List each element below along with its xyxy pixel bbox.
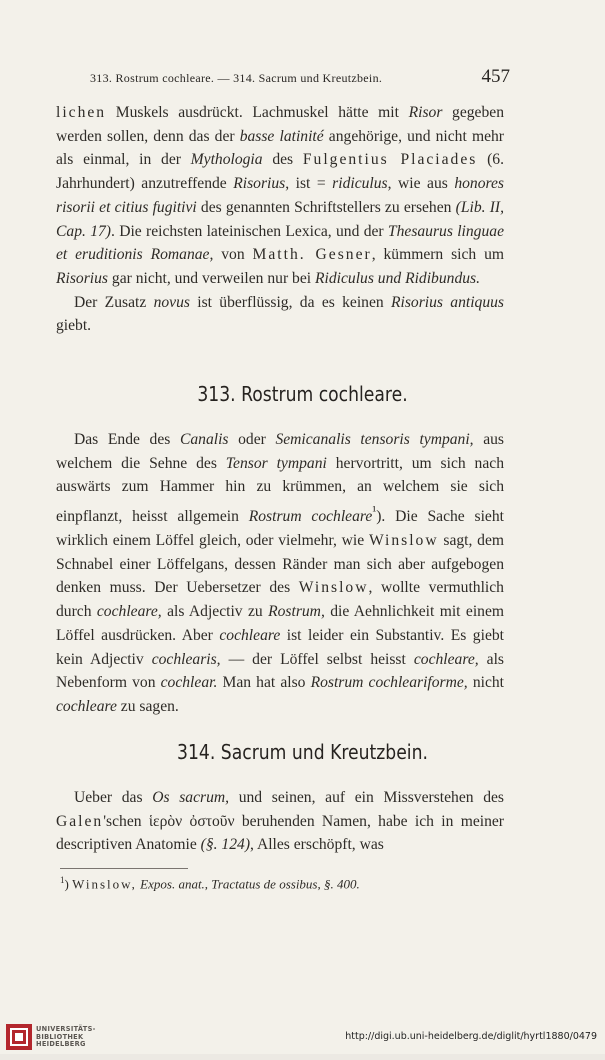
library-name: UNIVERSITÄTS- BIBLIOTHEK HEIDELBERG xyxy=(36,1025,96,1049)
section-313-text xyxy=(56,428,504,719)
footnote-ref: ¹ xyxy=(372,503,377,519)
section-313-heading: 313. Rostrum cochleare. xyxy=(197,382,408,406)
paragraph: lichen Muskels ausdrückt. Lachmuskel hätte mit Risor gegeben werden sollen, denn das der basse latinité angehörige, und nicht mehr als einmal, in der Mythologia des Fulgentius Placiades (6. Jahrhundert) anzutreffende Risorius, ist = ridiculus, wie aus honores risorii et citius fugitivi des genannten Schriftstellers zu ersehen (Lib. II, Cap. 17). Die reichsten lateinischen Lexica, und der Thesaurus linguae et eruditionis Romanae, von Matth. Gesner, kümmern sich um Risorius gar nicht, und verweilen nur bei Ridiculus und Ridibundus. xyxy=(56,104,505,287)
page-number: 457 xyxy=(481,66,510,87)
footer-bar xyxy=(0,1054,605,1060)
running-head xyxy=(60,66,510,90)
paragraph: Ueber das Os sacrum, und seinen, auf ein Missverstehen des Galen'schen ἱερὸν ὀστοῦν beruhenden Namen, habe ich in meiner descriptiven Anatomie (§. 124), Alles erschöpft, was xyxy=(56,789,504,854)
section-314-heading: 314. Sacrum und Kreutzbein. xyxy=(177,740,428,764)
intro-text xyxy=(56,101,504,338)
paragraph: Das Ende des Canalis oder Semicanalis tensoris tympani, aus welchem die Sehne des Tensor tympani hervortritt, um sich nach auswärts zum Hammer hin zu krümmen, an welchem sie sich einpflanzt, heisst allgemein Rostrum cochleare$^{^1}$). Die Sache sieht wirklich einem Löffel gleich, oder vielmehr, wie Winslow sagt, dem Schnabel einer Löffelgans, dessen Ränder man sich aber aufgebogen denken muss. Der Uebersetzer des Winslow, wollte vermuthlich durch cochleare, als Adjectiv zu Rostrum, die Aehnlichkeit mit einem Löffel ausdrücken. Aber cochleare ist leider ein Substantiv. Es giebt kein Adjectiv cochlearis, — der Löffel selbst heisst cochleare, als Nebenform von cochlear. Man hat also Rostrum cochleariforme, nicht cochleare zu sagen. xyxy=(56,431,504,715)
running-title: 313. Rostrum cochleare. — 314. Sacrum und Kreutzbein. xyxy=(90,71,383,85)
footnote: $^1$) Winslow, Expos. anat., Tractatus de ossibus, §. 400. xyxy=(60,875,360,892)
library-logo-icon xyxy=(6,1024,32,1050)
section-314-text xyxy=(56,786,504,857)
footnote-divider xyxy=(60,868,188,869)
paragraph: Der Zusatz novus ist überflüssig, da es keinen Risorius antiquus giebt. xyxy=(56,293,504,335)
source-url-link[interactable]: http://digi.ub.uni-heidelberg.de/diglit/hyrtl1880/0479 xyxy=(345,1031,597,1042)
